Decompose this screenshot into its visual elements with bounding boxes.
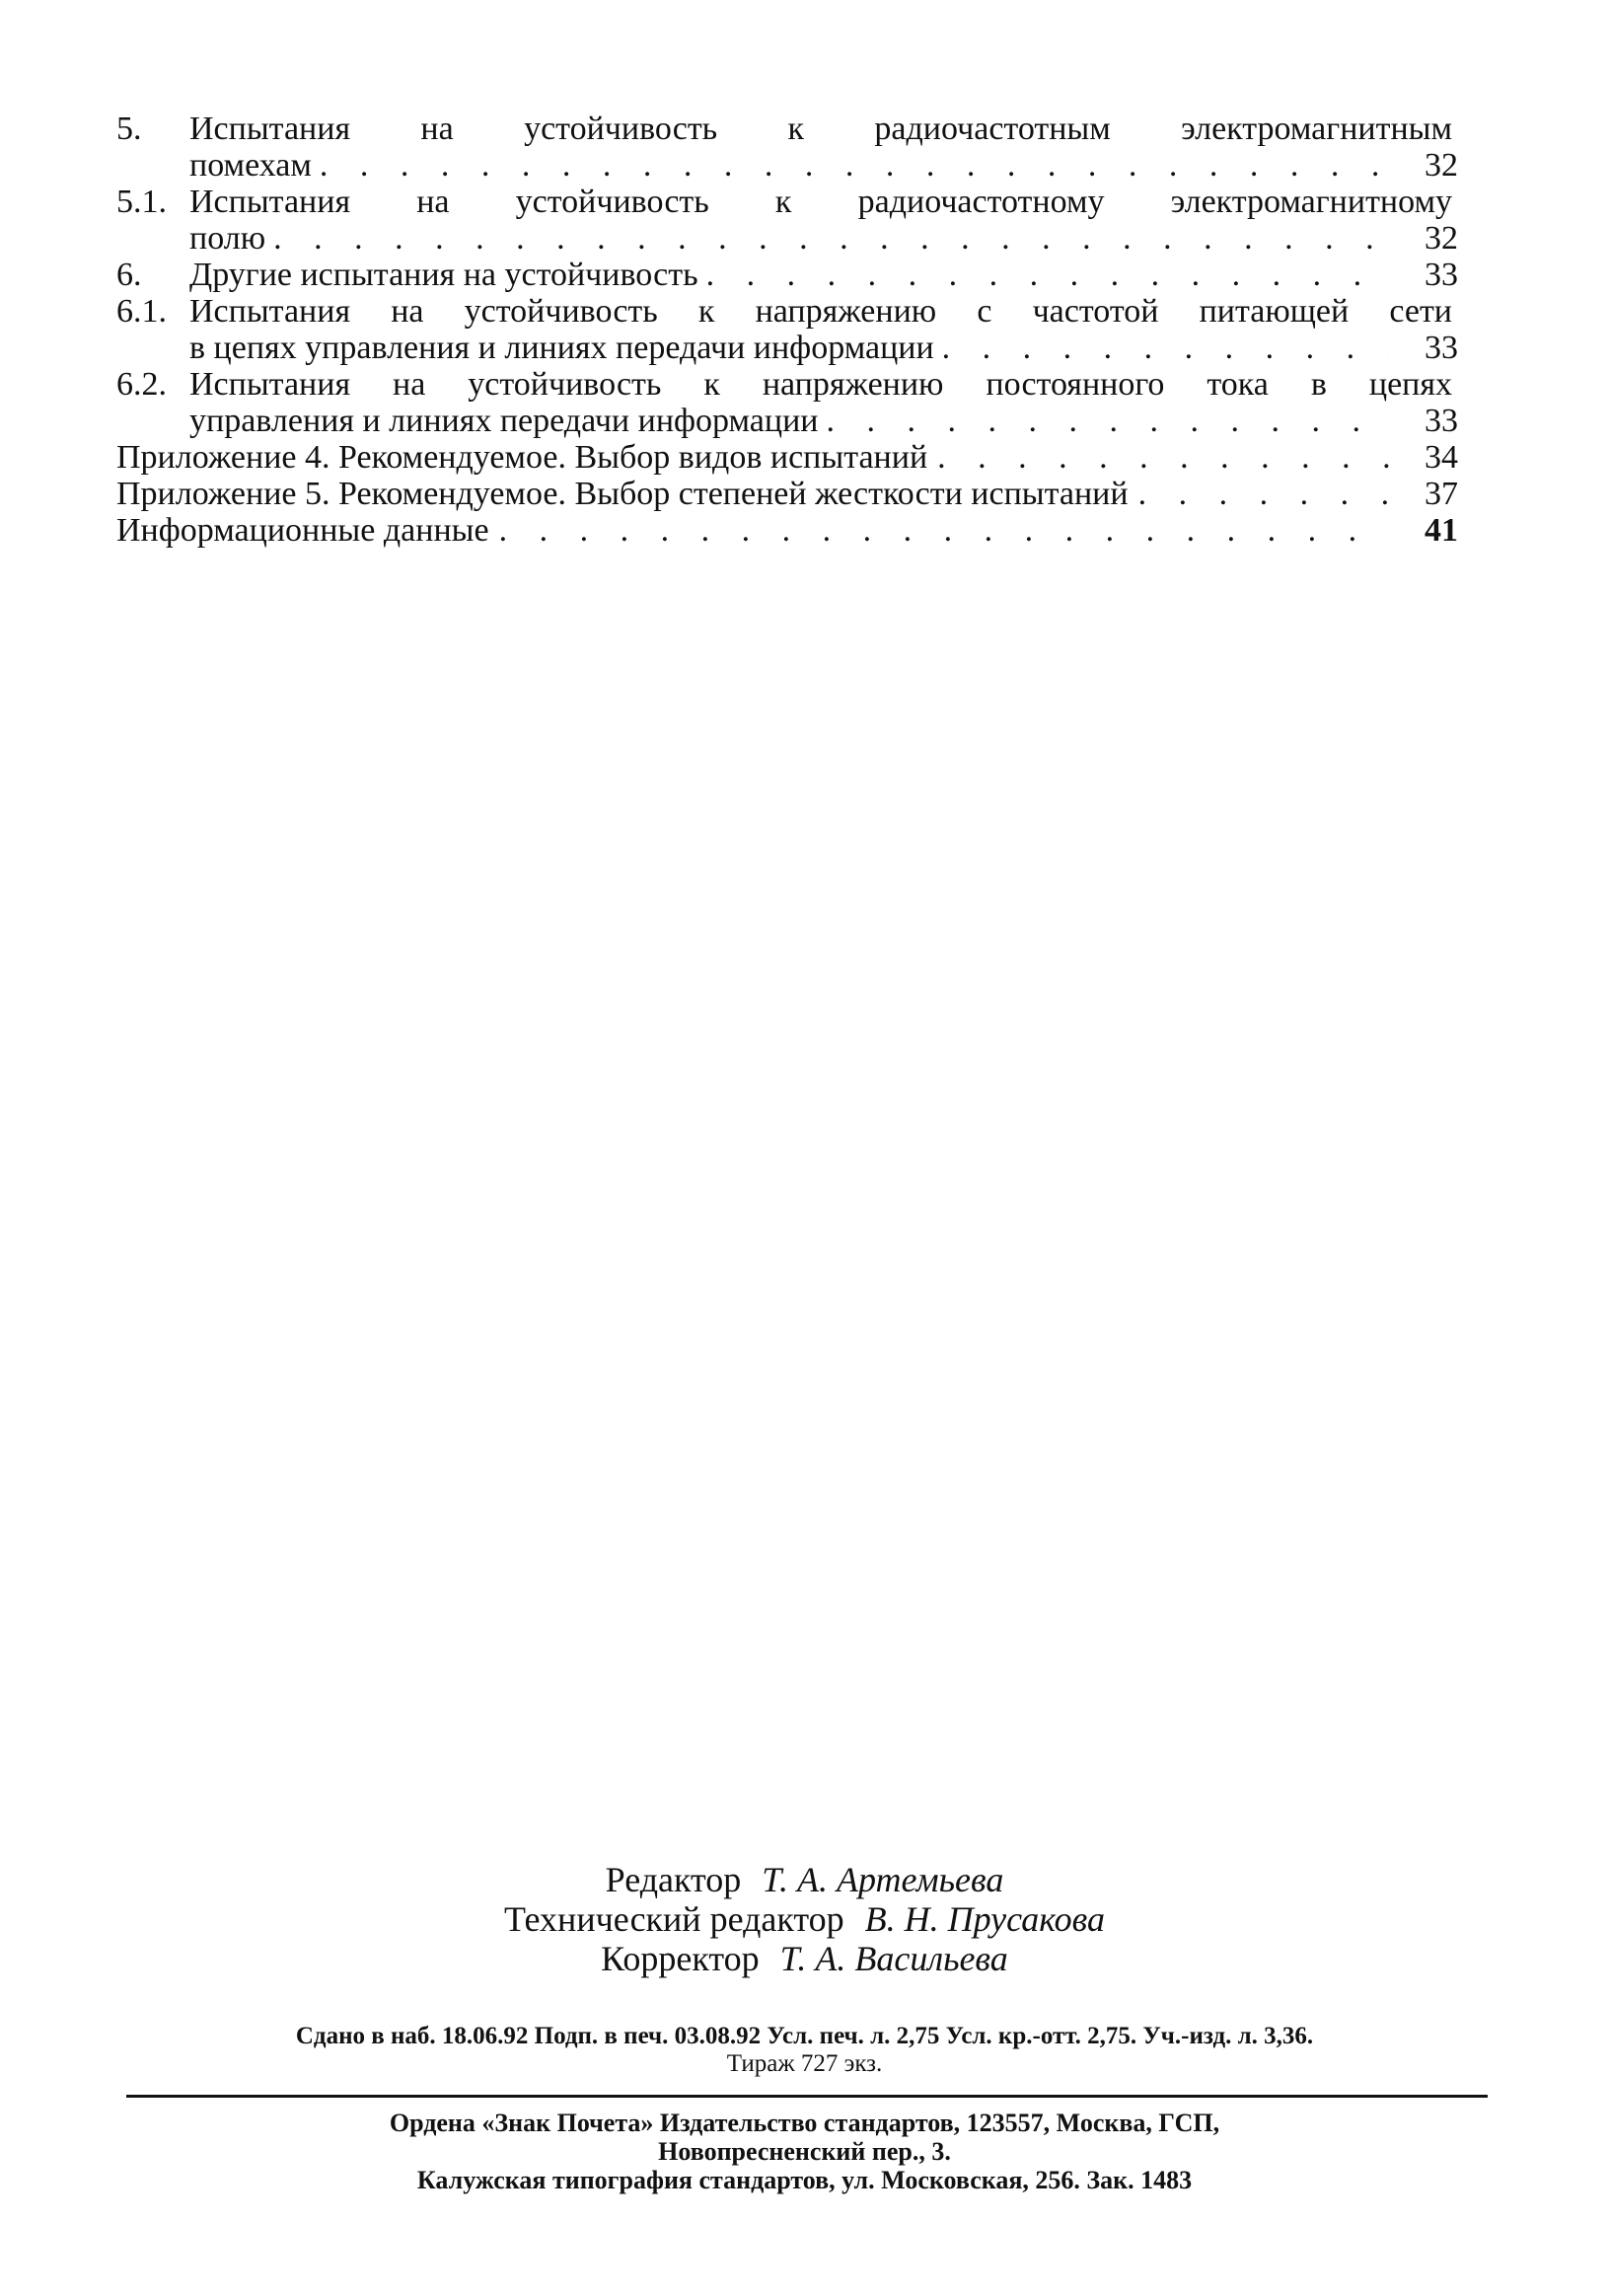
toc-page-number: 37 [1425,476,1458,512]
toc-entry [116,512,1458,549]
toc-entry-title-end: полю [189,220,266,257]
toc-entry-number: 6. [116,257,142,293]
toc-entry-title: Испытания на устойчивость к напряжению постоянного тока в цепях [189,366,1452,403]
toc-entry-title: Испытания на устойчивость к напряжению с частотой питающей сети [189,293,1452,330]
editor-row [0,1860,1609,1899]
dot-leader [706,257,1389,293]
toc-entry [116,439,1458,476]
toc-entry [116,366,1458,439]
toc-entry [116,293,1458,366]
toc-entry-title-end: Приложение 4. Рекомендуемое. Выбор видов испытаний [116,439,928,476]
dot-leader [320,147,1389,184]
toc-entry-title: Испытания на устойчивость к радиочастотным электромагнитным [189,111,1452,147]
imprint-line: Сдано в наб. 18.06.92 Подп. в печ. 03.08.92 Усл. печ. л. 2,75 Усл. кр.-отт. 2,75. Уч.-изд. л. 3,36. [295,2023,1314,2049]
toc-entry [116,257,1458,293]
toc-page-number: 33 [1425,403,1458,439]
toc-entry-title-end: Приложение 5. Рекомендуемое. Выбор степеней жесткости испытаний [116,476,1129,512]
toc-entry-number: 5.1. [116,184,167,220]
toc-entry-title-end: управления и линиях передачи информации [189,403,819,439]
toc-entry [116,476,1458,512]
dot-leader [273,220,1389,257]
imprint [0,2023,1609,2078]
editor-name: Т. А. Артемьева [762,1860,1004,1899]
publisher-info [0,2109,1609,2194]
toc-page-number: 34 [1425,439,1458,476]
dot-leader [1138,476,1389,512]
dot-leader [826,403,1389,439]
publisher-address: Новопресненский пер., 3. [658,2137,951,2166]
toc-entry-number: 6.1. [116,293,167,330]
toc-page-number: 32 [1425,147,1458,184]
dot-leader [937,439,1389,476]
editor-name: В. Н. Прусакова [864,1899,1106,1939]
editor-role: Корректор [601,1939,760,1978]
toc-entry-title-end: Информационные данные [116,512,489,549]
editors-block [0,1860,1609,1978]
table-of-contents [116,111,1458,549]
toc-entry [116,111,1458,184]
toc-entry-number: 6.2. [116,366,167,403]
toc-page-number: 41 [1425,512,1458,549]
editor-name: Т. А. Васильева [779,1939,1008,1978]
printer-line: Калужская типография стандартов, ул. Московская, 256. Зак. 1483 [416,2166,1193,2194]
editor-role: Редактор [605,1860,742,1899]
toc-entry-title: Испытания на устойчивость к радиочастотному электромагнитному [189,184,1452,220]
toc-page-number: 33 [1425,330,1458,366]
dot-leader [499,512,1389,549]
toc-entry [116,184,1458,257]
toc-entry-title-end: в цепях управления и линиях передачи информации [189,330,934,366]
publisher-line: Ордена «Знак Почета» Издательство стандартов, 123557, Москва, ГСП, [389,2109,1220,2137]
toc-entry-title-end: Другие испытания на устойчивость [189,257,698,293]
dot-leader [942,330,1389,366]
toc-page-number: 33 [1425,257,1458,293]
print-run: Тираж 727 экз. [726,2050,883,2077]
editor-row [0,1939,1609,1978]
editor-row [0,1899,1609,1939]
toc-entry-number: 5. [116,111,142,147]
divider [126,2095,1488,2098]
editor-role: Технический редактор [503,1899,844,1939]
toc-page-number: 32 [1425,220,1458,257]
toc-entry-title-end: помехам [189,147,312,184]
